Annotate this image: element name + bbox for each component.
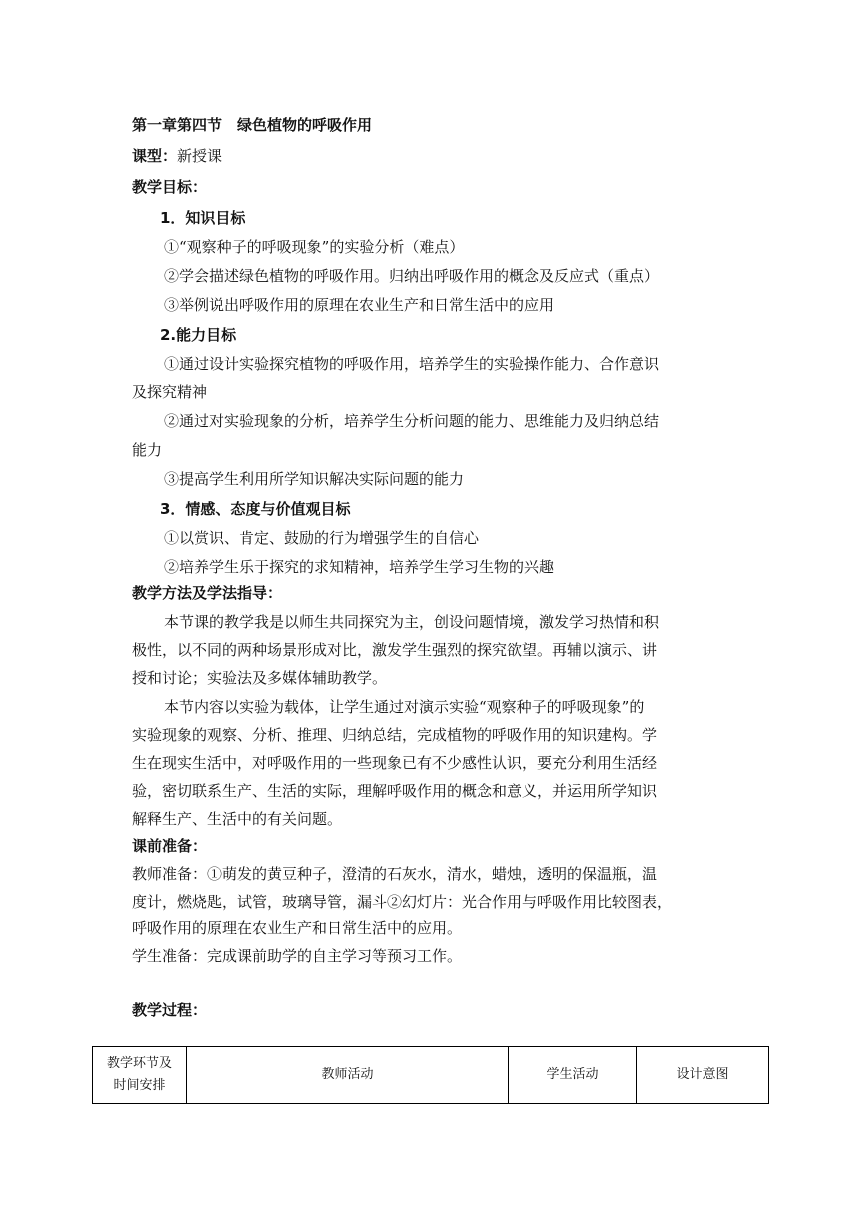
header-student-activity: 学生活动	[509, 1047, 637, 1104]
header-teacher-activity: 教师活动	[187, 1047, 509, 1104]
methods-heading: 教学方法及学法指导：	[132, 584, 283, 602]
knowledge-item-2: ②学会描述绿色植物的呼吸作用。归纳出呼吸作用的概念及反应式（重点）	[164, 267, 660, 285]
ability-item-1-line-2: 及探究精神	[132, 383, 208, 401]
teacher-prep-line-1: 教师准备：①萌发的黄豆种子，澄清的石灰水，清水，蜡烛，透明的保温瓶，温	[132, 865, 658, 883]
process-heading: 教学过程：	[132, 1001, 208, 1019]
ability-item-1-line-1: ①通过设计实验探究植物的呼吸作用，培养学生的实验操作能力、合作意识	[164, 355, 660, 373]
teacher-prep-line-3: 呼吸作用的原理在农业生产和日常生活中的应用。	[132, 919, 463, 937]
student-prep: 学生准备：完成课前助学的自主学习等预习工作。	[132, 947, 463, 965]
emotion-item-2: ②培养学生乐于探究的求知精神，培养学生学习生物的兴趣	[164, 558, 555, 576]
course-type-label: 课型：	[132, 147, 178, 165]
header-stage-time	[93, 1047, 187, 1104]
ability-item-2-line-1: ②通过对实验现象的分析，培养学生分析问题的能力、思维能力及归纳总结	[164, 412, 660, 430]
ability-item-3: ③提高学生利用所学知识解决实际问题的能力	[164, 470, 465, 488]
header-design-intent: 设计意图	[637, 1047, 769, 1104]
emotion-heading: 3．情感、态度与价值观目标	[160, 500, 351, 518]
objectives-heading: 教学目标：	[132, 178, 208, 196]
methods-p2-line-5: 解释生产、生活中的有关问题。	[132, 810, 343, 828]
methods-p1-line-1: 本节课的教学我是以师生共同探究为主，创设问题情境，激发学习热情和积	[164, 613, 660, 631]
methods-p2-line-3: 生在现实生活中，对呼吸作用的一些现象已有不少感性认识，要充分利用生活经	[132, 754, 658, 772]
methods-p2-line-4: 验，密切联系生产、生活的实际，理解呼吸作用的概念和意义，并运用所学知识	[132, 782, 658, 800]
section-title: 第一章第四节 绿色植物的呼吸作用	[132, 116, 373, 134]
process-table	[92, 1046, 769, 1104]
methods-p1-line-3: 授和讨论；实验法及多媒体辅助教学。	[132, 669, 388, 687]
emotion-item-1: ①以赏识、肯定、鼓励的行为增强学生的自信心	[164, 529, 480, 547]
ability-heading: 2.能力目标	[160, 326, 237, 344]
methods-p2-line-1: 本节内容以实验为载体，让学生通过对演示实验“观察种子的呼吸现象”的	[164, 698, 645, 716]
knowledge-heading: 1．知识目标	[160, 209, 246, 227]
ability-item-2-line-2: 能力	[132, 441, 163, 459]
methods-p2-line-2: 实验现象的观察、分析、推理、归纳总结，完成植物的呼吸作用的知识建构。学	[132, 726, 658, 744]
course-type	[132, 146, 732, 166]
table-header-row	[93, 1047, 769, 1104]
header-stage-time-line-1: 教学环节及	[106, 1056, 172, 1071]
preparation-heading: 课前准备：	[132, 837, 208, 855]
course-type-value: 新授课	[177, 147, 223, 165]
methods-p1-line-2: 极性，以不同的两种场景形成对比，激发学生强烈的探究欲望。再辅以演示、讲	[132, 641, 658, 659]
header-stage-time-line-2: 时间安排	[113, 1078, 166, 1093]
teacher-prep-line-2: 度计，燃烧匙，试管，玻璃导管，漏斗②幻灯片：光合作用与呼吸作用比较图表，	[132, 893, 673, 911]
knowledge-item-3: ③举例说出呼吸作用的原理在农业生产和日常生活中的应用	[164, 296, 555, 314]
knowledge-item-1: ①“观察种子的呼吸现象”的实验分析（难点）	[164, 238, 465, 256]
